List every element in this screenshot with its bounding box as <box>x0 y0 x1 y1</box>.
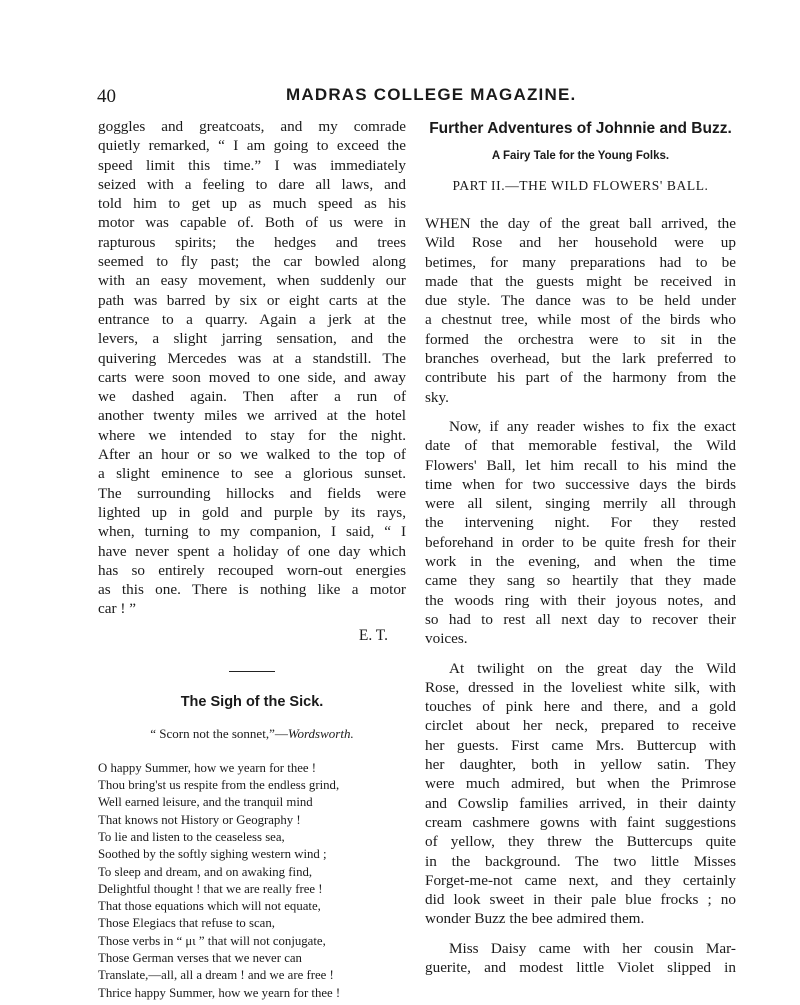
text-line: contribute his part of the harmony from the <box>425 369 736 387</box>
text-line: did look sweet in their pale blue frocks ; no <box>425 891 736 909</box>
story-paragraph <box>425 659 736 929</box>
text-line: work in the evening, and when the time <box>425 553 736 571</box>
text-line: After an hour or so we walked to the top of <box>98 446 406 464</box>
text-line: were much admired, but when the Primrose <box>425 775 736 793</box>
epigraph-quote: “ Scorn not the sonnet,”— <box>150 725 288 741</box>
text-line: where we intended to stay for the night. <box>98 426 406 444</box>
poem-title: The Sigh of the Sick. <box>180 693 324 710</box>
poem-line: Well earned leisure, and the tranquil mind <box>98 795 313 810</box>
text-line: her daughter, both in yellow satin. They <box>425 756 736 774</box>
text-line: as this one. There is nothing like a motor <box>98 581 406 599</box>
running-head: MADRAS COLLEGE MAGAZINE. <box>286 85 577 104</box>
story-subtitle: A Fairy Tale for the Young Folks. <box>491 150 670 162</box>
text-line: goggles and greatcoats, and my comrade <box>98 118 406 135</box>
text-line: seized with a feeling to dare all laws, and <box>98 175 406 193</box>
text-line: another twenty miles we arrived at the hotel <box>98 407 406 425</box>
text-line: we dashed again. Then after a run of <box>98 388 406 406</box>
right-column <box>425 117 736 977</box>
paragraph-gap <box>425 407 736 417</box>
poem-epigraph <box>98 726 406 742</box>
poem-line: Those Elegiacs that refuse to scan, <box>98 916 275 931</box>
page-number: 40 <box>97 86 116 107</box>
text-line: her guests. First came Mrs. Buttercup with <box>425 736 736 754</box>
essay-continuation <box>98 117 406 619</box>
text-line: and Cowslip families arrived, in their dainty <box>425 794 736 812</box>
text-line: with an easy movement, when suddenly our <box>98 272 406 290</box>
text-line: date of that memorable festival, the Wild <box>425 437 736 455</box>
text-line: lighted up in gold and purple by its rays, <box>98 503 406 521</box>
poem-line: Those German verses that we never can <box>98 950 302 965</box>
text-line: told him to get up as much speed as his <box>98 195 406 213</box>
paragraph-gap <box>425 929 736 939</box>
text-line: time when for two successive days the birds <box>425 475 736 493</box>
text-line: in the background. The two little Misses <box>425 852 736 870</box>
text-line: the woods ring with their joyous notes, and <box>425 591 736 609</box>
epigraph-author: Wordsworth. <box>287 725 354 741</box>
story-paragraph <box>425 417 736 649</box>
text-line: Rose, dressed in the loveliest white silk, with <box>425 678 736 696</box>
text-line: path was barred by six or eight carts at the <box>98 291 406 309</box>
text-line: formed the orchestra were to sit in the <box>425 330 736 348</box>
text-line: quietly remarked, “ I am going to exceed the <box>98 137 406 155</box>
text-line: touches of pink here and there, and a gold <box>425 698 736 716</box>
text-line: came they sang so heartily that they made <box>425 572 736 590</box>
poem-line: To sleep and dream, and on awaking find, <box>98 864 313 879</box>
text-line: levers, a slight jarring sensation, and the <box>98 330 406 348</box>
text-line: At twilight on the great day the Wild <box>449 659 736 677</box>
poem-line: That knows not History or Geography ! <box>98 812 301 827</box>
text-line: motor was capable of. Both of us were in <box>98 214 406 232</box>
author-signature: E. T. <box>358 626 388 644</box>
text-line: wonder Buzz the bee admired them. <box>425 910 645 928</box>
text-line: have never spent a holiday of one day which <box>98 542 406 560</box>
text-line: car ! ” <box>98 600 136 618</box>
text-line: Miss Daisy came with her cousin Mar- <box>449 939 736 957</box>
text-line: The surrounding hillocks and fields were <box>98 484 406 502</box>
poem-line: That those equations which will not equate, <box>98 899 321 914</box>
poem-line: Those verbs in “ μι ” that will not conjugate, <box>98 933 326 948</box>
text-line: made that the guests might be received in <box>425 272 736 290</box>
text-line: were all silent, singing merrily all through <box>425 495 736 513</box>
text-line: a chestnut tree, while most of the birds who <box>425 311 736 329</box>
text-line: a slight eminence to see a glorious sunset. <box>98 465 406 483</box>
poem-line: Thou bring'st us respite from the endless grind, <box>98 778 340 793</box>
poem-line: Thrice happy Summer, how we yearn for thee ! <box>98 985 341 1000</box>
text-line: beforehand in order to be quite fresh for their <box>425 533 736 551</box>
text-line: Flowers' Ball, let him recall to his mind the <box>425 456 736 474</box>
poem-line: To lie and listen to the ceaseless sea, <box>98 829 285 844</box>
text-line: guerite, and modest little Violet slipped in <box>425 958 736 976</box>
text-line: cream cashmere gowns with faint suggestions <box>425 813 736 831</box>
text-line: speed limit this time.” I was immediately <box>98 156 406 174</box>
poem-line: Soothed by the softly sighing western wind ; <box>98 847 327 862</box>
text-line: sky. <box>425 388 449 406</box>
poem-body <box>98 760 406 1002</box>
text-line: voices. <box>425 630 468 648</box>
paragraph-gap <box>425 649 736 659</box>
text-line: circlet about her neck, prepared to receive <box>425 717 736 735</box>
text-line: quivering Mercedes was at a standstill. The <box>98 349 406 367</box>
text-line: rapturous spirits; the hedges and trees <box>98 233 406 251</box>
text-line: Forget-me-not came next, and they certainly <box>425 871 736 889</box>
part-heading: PART II.—THE WILD FLOWERS' BALL. <box>452 178 709 193</box>
text-line: branches overhead, but the lark preferred to <box>425 350 736 368</box>
poem-line: Translate,—all, all a dream ! and we are free ! <box>98 968 334 983</box>
text-line: the intervening night. For they rested <box>425 514 736 532</box>
text-line: Now, if any reader wishes to fix the exact <box>449 417 736 435</box>
poem-line: Delightful thought ! that we are really free ! <box>98 881 323 896</box>
text-line: of yellow, they threw the Buttercups quite <box>425 833 736 851</box>
left-column <box>98 117 406 1002</box>
text-line: entrance to a quarry. Again a jerk at the <box>98 310 406 328</box>
text-line: when, turning to my companion, I said, “ I <box>98 523 406 541</box>
text-line: due style. The dance was to be held under <box>425 292 736 310</box>
text-line: has so entirely recouped worn-out energies <box>98 561 406 579</box>
text-line: betimes, for many preparations had to be <box>425 253 736 271</box>
text-line: WHEN the day of the great ball arrived, the <box>425 215 736 232</box>
poem-line: O happy Summer, how we yearn for thee ! <box>98 760 317 775</box>
story-paragraph <box>425 939 736 978</box>
text-line: seemed to fly past; the car bowled along <box>98 253 406 271</box>
section-divider <box>229 671 275 672</box>
story-title: Further Adventures of Johnnie and Buzz. <box>429 120 732 137</box>
text-line: Wild Rose and her household were up <box>425 234 736 252</box>
text-line: carts were soon moved to one side, and away <box>98 368 406 386</box>
story-paragraph <box>425 214 736 407</box>
text-line: so had to rest all next day to recover their <box>425 610 736 628</box>
story-body <box>425 214 736 977</box>
